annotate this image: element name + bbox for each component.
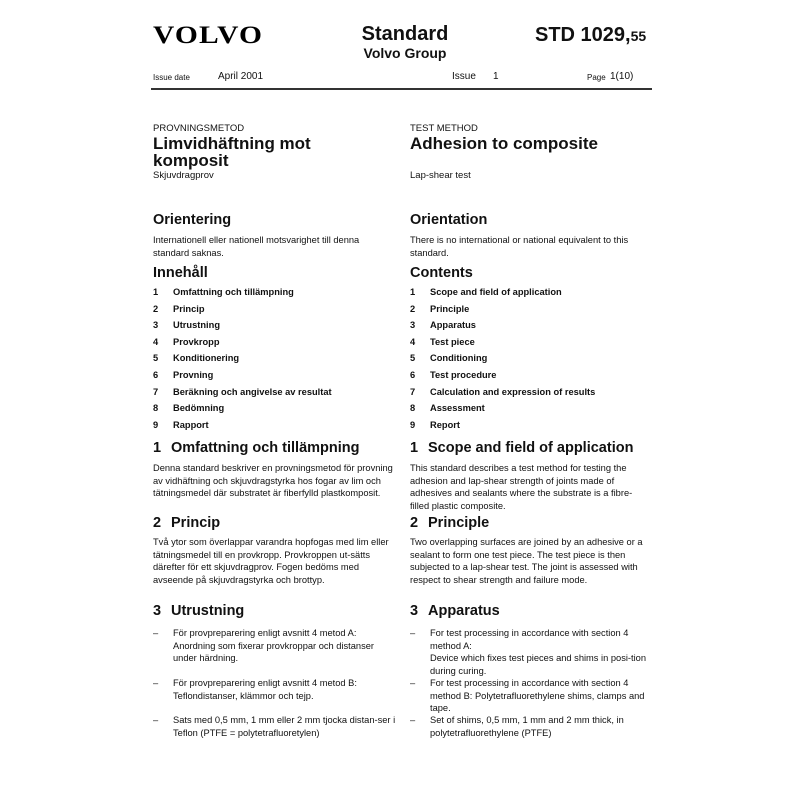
- sv-category-text: PROVNINGSMETOD: [153, 123, 245, 134]
- toc-num: 2: [153, 303, 159, 314]
- sv-title: [153, 135, 393, 169]
- sv-section-2-heading: [153, 515, 393, 531]
- item-text: For test processing in accordance with section 4 method A:: [430, 628, 629, 651]
- toc-num: 1: [153, 287, 159, 297]
- toc-num: 6: [153, 370, 159, 380]
- toc-label: Test piece: [430, 336, 475, 347]
- page-value: 1(10): [610, 71, 634, 82]
- toc-label: Rapport: [173, 419, 209, 430]
- en-section-3-list: [410, 627, 650, 747]
- toc-label: Konditionering: [173, 353, 240, 364]
- toc-num: 5: [153, 353, 159, 364]
- en-orientation-body: There is no international or national equivalent to this standard.: [410, 235, 629, 258]
- sv-orientation-heading: Orientering: [153, 212, 232, 228]
- standard-subtitle: Volvo Group: [363, 45, 447, 61]
- section-title: Apparatus: [428, 603, 500, 619]
- section-number: 2: [153, 515, 162, 531]
- en-section-2-heading: [410, 515, 650, 531]
- item-text: Sats med 0,5 mm, 1 mm eller 2 mm tjocka distan-ser i Teflon (PTFE = polytetrafluoretylen): [173, 715, 396, 738]
- toc-label: Omfattning och tillämpning: [173, 287, 294, 297]
- toc-label: Provning: [173, 370, 214, 380]
- sv-section-3-heading: [153, 603, 393, 619]
- en-contents-heading: Contents: [410, 265, 473, 281]
- dash: –: [410, 715, 416, 725]
- issue-date-label: Issue date: [153, 73, 190, 82]
- dash: –: [153, 628, 159, 638]
- sv-orientation-body: Internationell eller nationell motsvarighet till denna standard saknas.: [153, 235, 360, 258]
- section-title: Princip: [171, 515, 221, 531]
- toc-num: 9: [410, 419, 416, 430]
- toc-label: Calculation and expression of results: [430, 386, 596, 397]
- item-text: För provpreparering enligt avsnitt 4 metod B: Teflondistanser, klämmor och tejp.: [173, 678, 357, 701]
- toc-label: Apparatus: [430, 320, 476, 331]
- volvo-logo: VOLVO: [153, 22, 264, 49]
- toc-num: 3: [410, 320, 416, 331]
- toc-num: 3: [153, 320, 159, 331]
- section-title: Omfattning och tillämpning: [171, 440, 360, 456]
- standard-edition: 55: [630, 28, 647, 44]
- section-title: Scope and field of application: [428, 440, 634, 456]
- toc-num: 8: [153, 403, 159, 414]
- issue-date: April 2001: [218, 71, 264, 82]
- dash: –: [153, 678, 159, 688]
- en-category-text: TEST METHOD: [410, 123, 478, 134]
- en-contents-list: [410, 287, 650, 437]
- standard-title: Standard: [361, 23, 449, 45]
- toc-label: Principle: [430, 303, 470, 314]
- section-number: 3: [410, 603, 419, 619]
- toc-num: 6: [410, 370, 416, 380]
- toc-label: Princip: [173, 303, 205, 314]
- en-section-2-body: Two overlapping surfaces are joined by an adhesive or a sealant to form one test piece. The test piece is then subjected to a lap-shear test. The joint is assessed with respect to shear strength and failure mode.: [410, 537, 643, 585]
- sv-subtitle: Skjuvdragprov: [153, 170, 214, 181]
- toc-num: 4: [153, 336, 159, 347]
- toc-label: Bedömning: [173, 403, 225, 414]
- toc-label: Scope and field of application: [430, 287, 562, 297]
- en-title: Adhesion to composite: [410, 134, 598, 153]
- section-number: 1: [153, 440, 162, 456]
- en-section-3-heading: [410, 603, 650, 619]
- toc-num: 2: [410, 303, 416, 314]
- sv-contents-list: [153, 287, 393, 437]
- en-section-1-body: This standard describes a test method for testing the adhesion and lap-shear strength of joints made of adhesives and sealants where the substrate is a fibre-filled plastic composite.: [410, 463, 633, 511]
- en-subtitle: Lap-shear test: [410, 170, 471, 181]
- toc-label: Provkropp: [173, 336, 220, 347]
- section-number: 3: [153, 603, 162, 619]
- standard-number: [535, 24, 646, 47]
- toc-num: 1: [410, 287, 416, 297]
- item-text: Device which fixes test pieces and shims in posi-tion during curing.: [430, 653, 646, 676]
- issue-label: Issue: [452, 71, 476, 82]
- toc-label: Beräkning och angivelse av resultat: [173, 386, 332, 397]
- toc-num: 9: [153, 419, 159, 430]
- sv-title-line2: komposit: [153, 151, 229, 170]
- item-text: Set of shims, 0,5 mm, 1 mm and 2 mm thick, in polytetrafluorethylene (PTFE): [430, 715, 624, 738]
- sv-title-line1: Limvidhäftning mot: [153, 134, 311, 153]
- sv-section-1-heading: [153, 440, 393, 456]
- item-text: For test processing in accordance with section 4 method B: Polytetrafluorethylene shims, clamps and tape.: [430, 678, 645, 714]
- en-section-1-heading: [410, 440, 650, 456]
- section-title: Utrustning: [171, 603, 245, 619]
- toc-num: 5: [410, 353, 416, 364]
- standard-number-main: STD 1029,: [535, 24, 631, 46]
- page-label: Page: [587, 73, 606, 82]
- sv-section-3-list: [153, 627, 396, 747]
- section-number: 2: [410, 515, 419, 531]
- toc-num: 4: [410, 336, 416, 347]
- sv-section-1-body: Denna standard beskriver en provningsmetod för provning av vidhäftning och skjuvdragstyrka hos fogar av lim och tätningsmedel där substratet är fiberfylld plastkomposit.: [153, 463, 393, 499]
- toc-label: Report: [430, 419, 460, 430]
- toc-label: Test procedure: [430, 370, 497, 380]
- section-title: Principle: [428, 515, 490, 531]
- en-orientation-heading: Orientation: [410, 212, 488, 228]
- dash: –: [410, 628, 416, 638]
- issue-value: 1: [493, 71, 499, 82]
- toc-label: Conditioning: [430, 353, 488, 364]
- toc-label: Assessment: [430, 403, 485, 414]
- header-rule: [151, 88, 652, 90]
- dash: –: [410, 678, 416, 688]
- sv-section-2-body: Två ytor som överlappar varandra hopfogas med lim eller tätningsmedel till en provkropp. Provkroppen ut-sätts därefter för ett skjuvdragprov. Fogen bedöms med avseende på skjuvdragstyrka och brottyp.: [153, 537, 389, 585]
- toc-num: 7: [153, 386, 159, 397]
- sv-contents-heading: Innehåll: [153, 265, 208, 281]
- section-number: 1: [410, 440, 419, 456]
- toc-label: Utrustning: [173, 320, 220, 331]
- item-text: För provpreparering enligt avsnitt 4 metod A: Anordning som fixerar provkroppar och distanser under härdning.: [173, 628, 375, 664]
- toc-num: 7: [410, 386, 416, 397]
- toc-num: 8: [410, 403, 416, 414]
- dash: –: [153, 715, 159, 725]
